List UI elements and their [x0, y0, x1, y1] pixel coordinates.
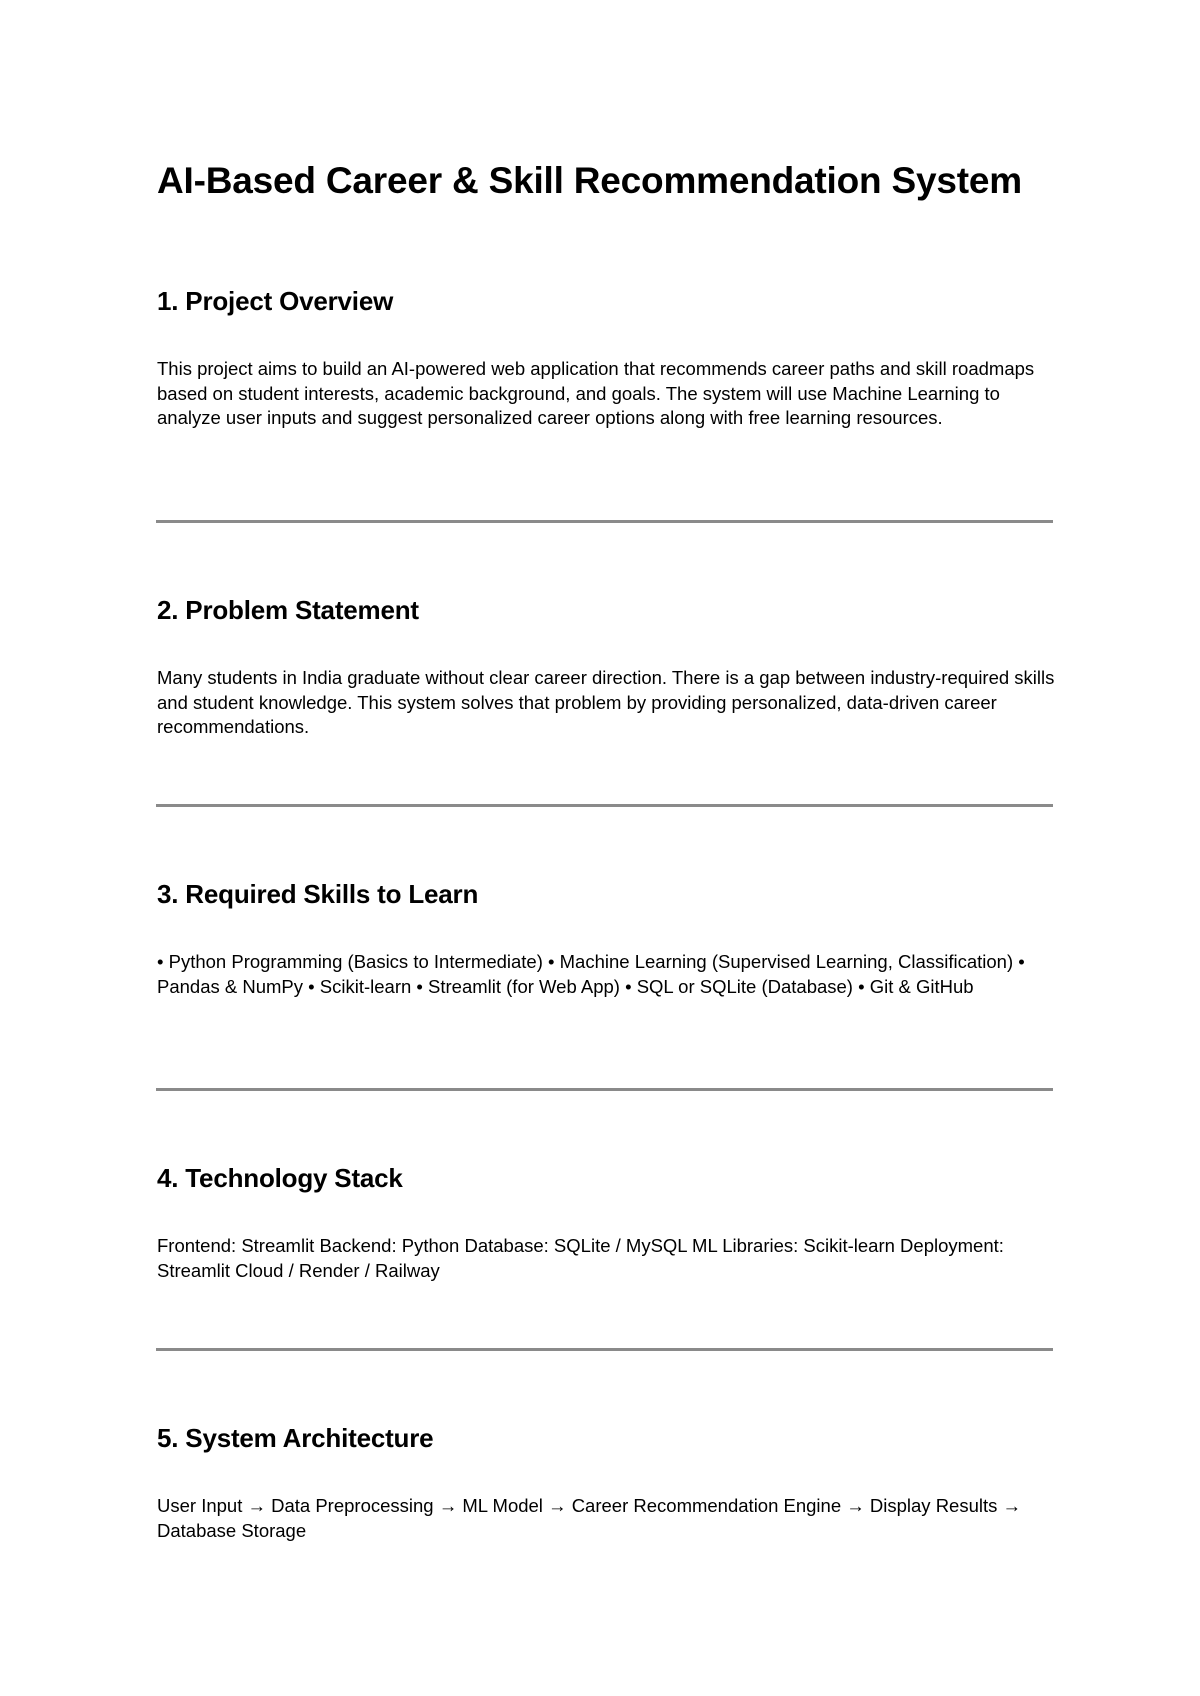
section-body: User Input → Data Preprocessing → ML Model → Career Recommendation Engine → Display Results → Database Storage	[157, 1495, 1022, 1541]
section-heading: 5. System Architecture	[157, 1423, 434, 1453]
section-body: This project aims to build an AI-powered web application that recommends career paths and skill roadmaps based on student interests, academic background, and goals. The system will use Machine Learning to analyze user inputs and suggest personalized career options along with free learning resources.	[157, 358, 1035, 428]
document-title: AI-Based Career & Skill Recommendation System	[157, 160, 1022, 201]
section-project-overview	[157, 283, 1057, 431]
section-divider	[156, 520, 1053, 523]
section-problem-statement	[157, 592, 1057, 740]
section-technology-stack	[157, 1160, 1057, 1283]
section-required-skills	[157, 876, 1057, 999]
section-body: Many students in India graduate without clear career direction. There is a gap between industry-required skills and student knowledge. This system solves that problem by providing personalized, data-driven career recommendations.	[157, 667, 1055, 737]
section-divider	[156, 1088, 1053, 1091]
section-heading: 1. Project Overview	[157, 286, 394, 316]
section-heading: 3. Required Skills to Learn	[157, 879, 479, 909]
section-system-architecture	[157, 1420, 1057, 1543]
section-body: Frontend: Streamlit Backend: Python Database: SQLite / MySQL ML Libraries: Scikit-learn Deployment: Streamlit Cloud / Render / Railway	[157, 1235, 1004, 1281]
section-divider	[156, 1348, 1053, 1351]
section-body: • Python Programming (Basics to Intermediate) • Machine Learning (Supervised Learning, Classification) • Pandas & NumPy • Scikit-learn • Streamlit (for Web App) • SQL or SQLite (Database) • Git & GitHub	[157, 951, 1025, 997]
section-divider	[156, 804, 1053, 807]
section-heading: 4. Technology Stack	[157, 1163, 403, 1193]
section-heading: 2. Problem Statement	[157, 595, 419, 625]
